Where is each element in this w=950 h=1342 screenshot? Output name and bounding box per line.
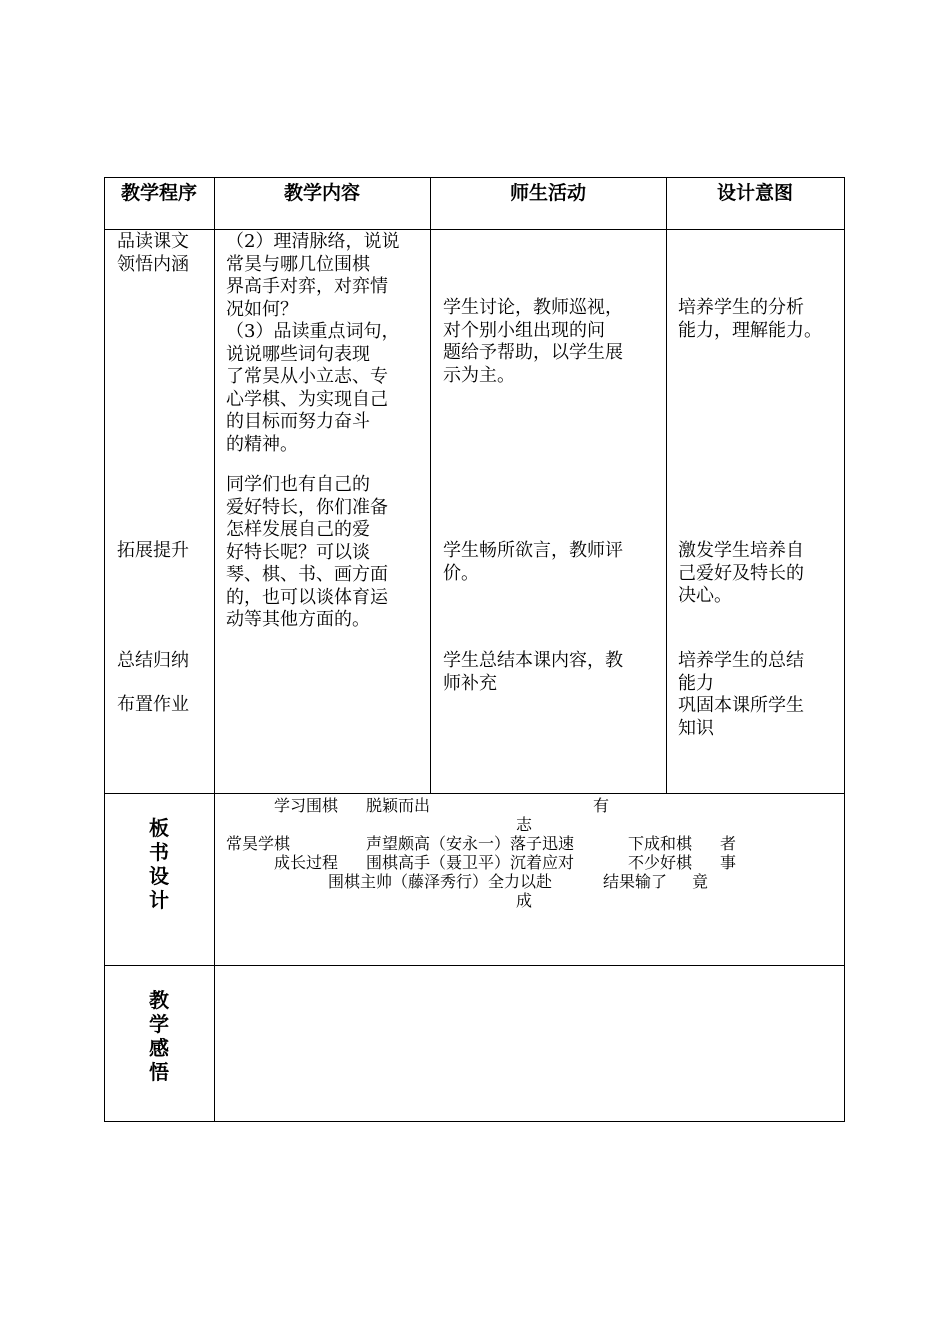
content-line: 怎样发展自己的爱 (226, 519, 370, 540)
intent-line: 培养学生的总结 (678, 650, 804, 671)
board-text: 志 (516, 815, 533, 834)
board-divider (104, 793, 845, 794)
content-line: 好特长呢？可以谈 (226, 541, 370, 563)
content-line: 同学们也有自己的 (226, 474, 370, 495)
activity-line: 题给予帮助，以学生展 (443, 342, 623, 363)
activity-line: 师补充 (443, 672, 497, 694)
content-line: （3）品读重点词句， (226, 321, 400, 342)
board-text: 下成和棋 (628, 834, 693, 853)
board-text: 成 (516, 891, 533, 910)
board-text: 常昊学棋 (226, 834, 291, 853)
intent-line: 能力，理解能力。 (678, 319, 822, 341)
activity-line: 价。 (443, 562, 479, 584)
header-procedure: 教学程序 (120, 182, 197, 204)
board-design-label: 板 书 设 计 (149, 816, 169, 912)
content-line: （2）理清脉络，说说 (226, 231, 400, 252)
content-line: 动等其他方面的。 (226, 609, 370, 630)
teaching-content-part1 (226, 231, 399, 456)
reflection-divider (104, 965, 845, 966)
intent-line: 巩固本课所学生 (678, 695, 804, 716)
board-text: 结果输了 (603, 872, 668, 891)
header-activity: 师生活动 (509, 182, 586, 204)
stage-line: 领悟内涵 (117, 253, 189, 275)
reflection-label: 教 学 感 悟 (149, 988, 169, 1084)
intent-line: 激发学生培养自 (678, 540, 804, 561)
board-text: 围棋主帅（藤泽秀行）全力以赴 (328, 872, 553, 891)
intent-line: 培养学生的分析 (678, 297, 804, 318)
board-text: 学习围棋 (274, 796, 339, 815)
activity-reading (443, 297, 623, 387)
table-border-right (844, 177, 845, 1122)
intent-extension (678, 540, 804, 608)
column-divider-3 (666, 177, 667, 794)
content-line: 说说哪些词句表现 (226, 343, 370, 365)
content-line: 琴、棋、书、画方面 (226, 564, 388, 585)
activity-line: 学生讨论，教师巡视， (443, 297, 623, 318)
column-divider-2 (430, 177, 431, 794)
content-line: 的目标而努力奋斗 (226, 411, 370, 432)
intent-line: 知识 (678, 717, 714, 739)
column-divider-1 (214, 177, 215, 1122)
board-text: 者 (720, 834, 737, 853)
activity-extension (443, 540, 623, 585)
activity-line: 示为主。 (443, 364, 515, 386)
content-line: 的精神。 (226, 433, 298, 455)
activity-line: 学生总结本课内容，教 (443, 650, 623, 671)
board-text: 不少好棋 (628, 853, 693, 872)
content-line: 爱好特长，你们准备 (226, 496, 388, 518)
stage-summary (117, 650, 189, 673)
board-text: 有 (593, 796, 610, 815)
activity-line: 学生畅所欲言，教师评 (443, 540, 623, 561)
content-line: 常昊与哪几位围棋 (226, 253, 370, 275)
stage-line: 品读课文 (117, 231, 189, 252)
stage-extension (117, 540, 189, 563)
activity-line: 对个别小组出现的问 (443, 319, 605, 341)
intent-line: 决心。 (678, 585, 732, 606)
activity-summary (443, 650, 623, 695)
board-text: 围棋高手（聂卫平）沉着应对 (366, 853, 575, 872)
board-text: 脱颖而出 (366, 796, 431, 815)
intent-summary (678, 650, 804, 740)
board-text: 事 (720, 853, 737, 872)
board-text: 声望颇高（安永一）落子迅速 (366, 834, 575, 853)
header-divider (104, 229, 845, 230)
board-text: 竟 (692, 872, 709, 891)
stage-line: 总结归纳 (117, 650, 189, 671)
intent-line: 己爱好及特长的 (678, 562, 804, 584)
intent-reading (678, 297, 822, 342)
header-content: 教学内容 (283, 182, 360, 204)
stage-line: 拓展提升 (117, 540, 189, 561)
stage-reading (117, 231, 189, 276)
content-line: 心学棋、为实现自己 (226, 388, 388, 410)
table-border-left (104, 177, 105, 1122)
intent-line: 能力 (678, 672, 714, 694)
table-border-bottom (104, 1121, 845, 1122)
board-text: 成长过程 (274, 853, 339, 872)
content-line: 的，也可以谈体育运 (226, 586, 388, 608)
content-line: 况如何？ (226, 298, 298, 320)
stage-line: 布置作业 (117, 694, 189, 715)
content-line: 了常昊从小立志、专 (226, 366, 388, 387)
content-line: 界高手对弈，对弈情 (226, 276, 388, 297)
header-intent: 设计意图 (716, 182, 793, 204)
stage-homework (117, 694, 189, 717)
teaching-content-part2 (226, 474, 388, 632)
